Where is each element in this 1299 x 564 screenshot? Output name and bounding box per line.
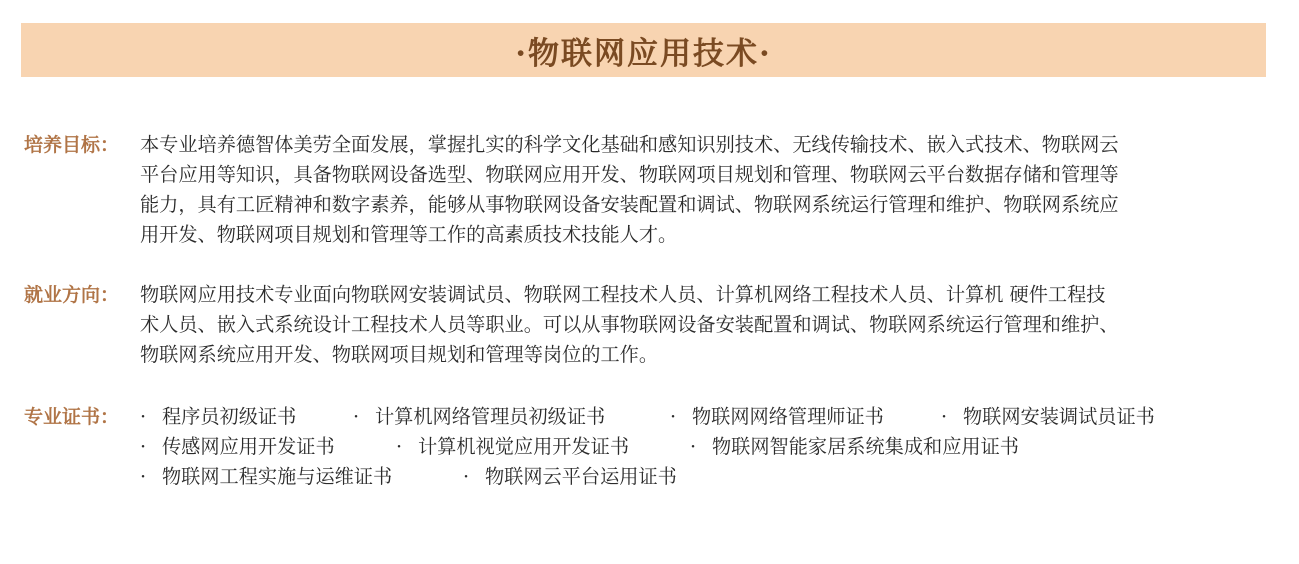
- bullet-icon: ·: [353, 405, 360, 428]
- goals-line: 用开发、物联网项目规划和管理等工作的高素质技术技能人才。: [140, 223, 678, 246]
- certificate-item: · 物联网智能家居系统集成和应用证书: [690, 432, 1019, 462]
- employment-line: 术人员、嵌入式系统设计工程技术人员等职业。可以从事物联网设备安装配置和调试、物联网系统运行管理和维护、: [140, 313, 1119, 336]
- certificate-item: · 物联网工程实施与运维证书: [140, 462, 392, 492]
- bullet-icon: ·: [670, 405, 677, 428]
- employment-text: [140, 280, 1280, 370]
- certificate-item: · 计算机视觉应用开发证书: [396, 432, 629, 462]
- certificate-item: · 物联网安装调试员证书: [941, 402, 1155, 432]
- certificate-item: · 物联网网络管理师证书: [670, 402, 884, 432]
- page-title: ·物联网应用技术·: [515, 35, 772, 72]
- certificate-item: · 程序员初级证书: [140, 402, 296, 432]
- certificate-row: [140, 402, 1280, 432]
- employment-line: 物联网系统应用开发、物联网项目规划和管理等岗位的工作。: [140, 343, 659, 366]
- goals-line: 平台应用等知识，具备物联网设备选型、物联网应用开发、物联网项目规划和管理、物联网云平台数据存储和管理等: [140, 163, 1119, 186]
- employment-line: 物联网应用技术专业面向物联网安装调试员、物联网工程技术人员、计算机网络工程技术人员、计算机 硬件工程技: [140, 283, 1106, 306]
- goals-label: 培养目标：: [24, 134, 120, 156]
- certificate-item: · 传感网应用开发证书: [140, 432, 335, 462]
- bullet-icon: ·: [396, 435, 403, 458]
- bullet-icon: ·: [140, 435, 147, 458]
- goals-line: 本专业培养德智体美劳全面发展，掌握扎实的科学文化基础和感知识别技术、无线传输技术、嵌入式技术、物联网云: [140, 133, 1119, 156]
- bullet-icon: ·: [140, 465, 147, 488]
- certificate-row: [140, 432, 1280, 462]
- bullet-icon: ·: [941, 405, 948, 428]
- certificates-list: [140, 402, 1280, 492]
- certificates-label: 专业证书：: [24, 406, 120, 428]
- goals-text: [140, 130, 1280, 250]
- employment-label: 就业方向：: [24, 284, 120, 306]
- bullet-icon: ·: [463, 465, 470, 488]
- certificate-row: [140, 462, 1280, 492]
- title-banner: [21, 23, 1266, 77]
- certificate-item: · 计算机网络管理员初级证书: [353, 402, 605, 432]
- goals-line: 能力，具有工匠精神和数字素养，能够从事物联网设备安装配置和调试、物联网系统运行管理和维护、物联网系统应: [140, 193, 1119, 216]
- certificate-item: · 物联网云平台运用证书: [463, 462, 677, 492]
- bullet-icon: ·: [140, 405, 147, 428]
- bullet-icon: ·: [690, 435, 697, 458]
